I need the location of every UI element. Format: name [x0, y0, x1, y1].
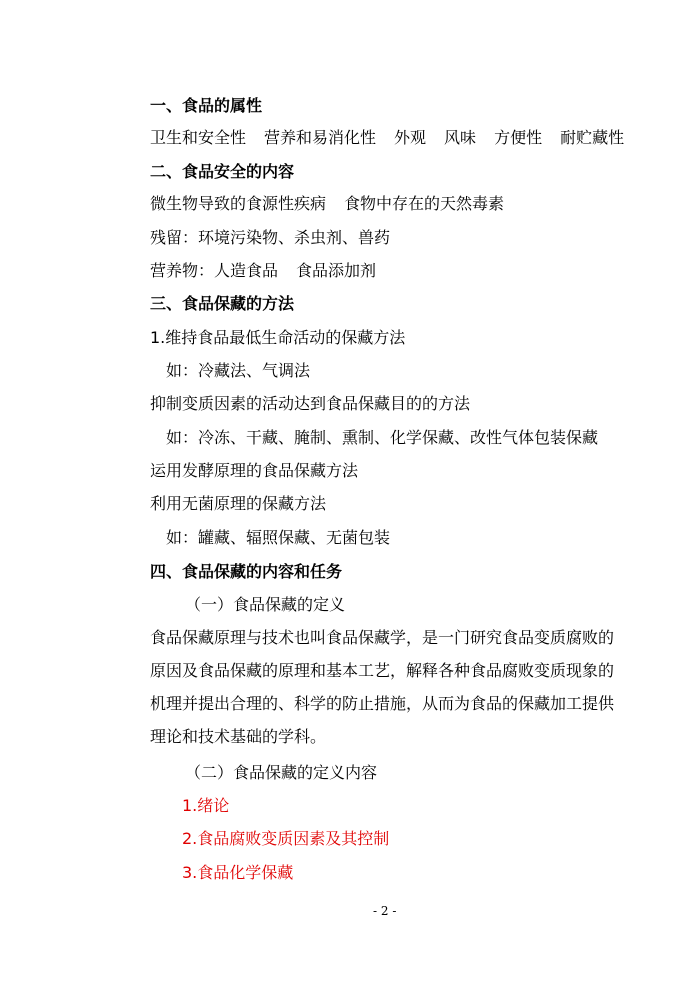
safety-item: 食品添加剂	[296, 261, 377, 280]
method-1: 1.维持食品最低生命活动的保藏方法	[150, 328, 406, 347]
paragraph-line: 机理并提出合理的、科学的防止措施，从而为食品的保藏加工提供	[150, 694, 615, 713]
safety-item: 微生物导致的食源性疾病	[150, 194, 327, 213]
safety-line-1	[150, 193, 504, 215]
page-number: - 2 -	[373, 904, 397, 918]
safety-line-2: 残留：环境污染物、杀虫剂、兽药	[150, 228, 391, 247]
definition-paragraph	[150, 627, 622, 759]
safety-line-3	[150, 260, 376, 282]
subheading-definition-content: （二）食品保藏的定义内容	[185, 763, 378, 782]
attribute-item: 方便性	[494, 128, 543, 147]
heading-food-attributes: 一、食品的属性	[150, 96, 263, 115]
method-2-example: 如：冷冻、干藏、腌制、熏制、化学保藏、改性气体包装保藏	[166, 428, 599, 447]
attribute-item: 外观	[394, 128, 427, 147]
toc-item-spoilage: 2.食品腐败变质因素及其控制	[182, 829, 390, 848]
subheading-definition: （一）食品保藏的定义	[185, 595, 346, 614]
heading-food-safety: 二、食品安全的内容	[150, 162, 295, 181]
paragraph-line: 理论和技术基础的学科。	[150, 727, 327, 746]
paragraph-line: 原因及食品保藏的原理和基本工艺，解释各种食品腐败变质现象的	[150, 661, 615, 680]
heading-preservation-methods: 三、食品保藏的方法	[150, 294, 295, 313]
method-3: 运用发酵原理的食品保藏方法	[150, 461, 359, 480]
attribute-item: 风味	[444, 128, 477, 147]
attribute-item: 营养和易消化性	[264, 128, 377, 147]
method-4-example: 如：罐藏、辐照保藏、无菌包装	[166, 528, 391, 547]
attribute-item: 耐贮藏性	[560, 128, 625, 147]
paragraph-line: 食品保藏原理与技术也叫食品保藏学，是一门研究食品变质腐败的	[150, 628, 615, 647]
toc-item-chemical: 3.食品化学保藏	[182, 863, 294, 882]
method-2: 抑制变质因素的活动达到食品保藏目的的方法	[150, 394, 471, 413]
toc-item-intro: 1.绪论	[182, 796, 230, 815]
attribute-item: 卫生和安全性	[150, 128, 247, 147]
safety-item: 食物中存在的天然毒素	[344, 194, 505, 213]
safety-item: 营养物：人造食品	[150, 261, 279, 280]
method-1-example: 如：冷藏法、气调法	[166, 361, 311, 380]
method-4: 利用无菌原理的保藏方法	[150, 494, 327, 513]
attributes-line	[150, 127, 624, 149]
heading-content-and-tasks: 四、食品保藏的内容和任务	[150, 562, 343, 581]
